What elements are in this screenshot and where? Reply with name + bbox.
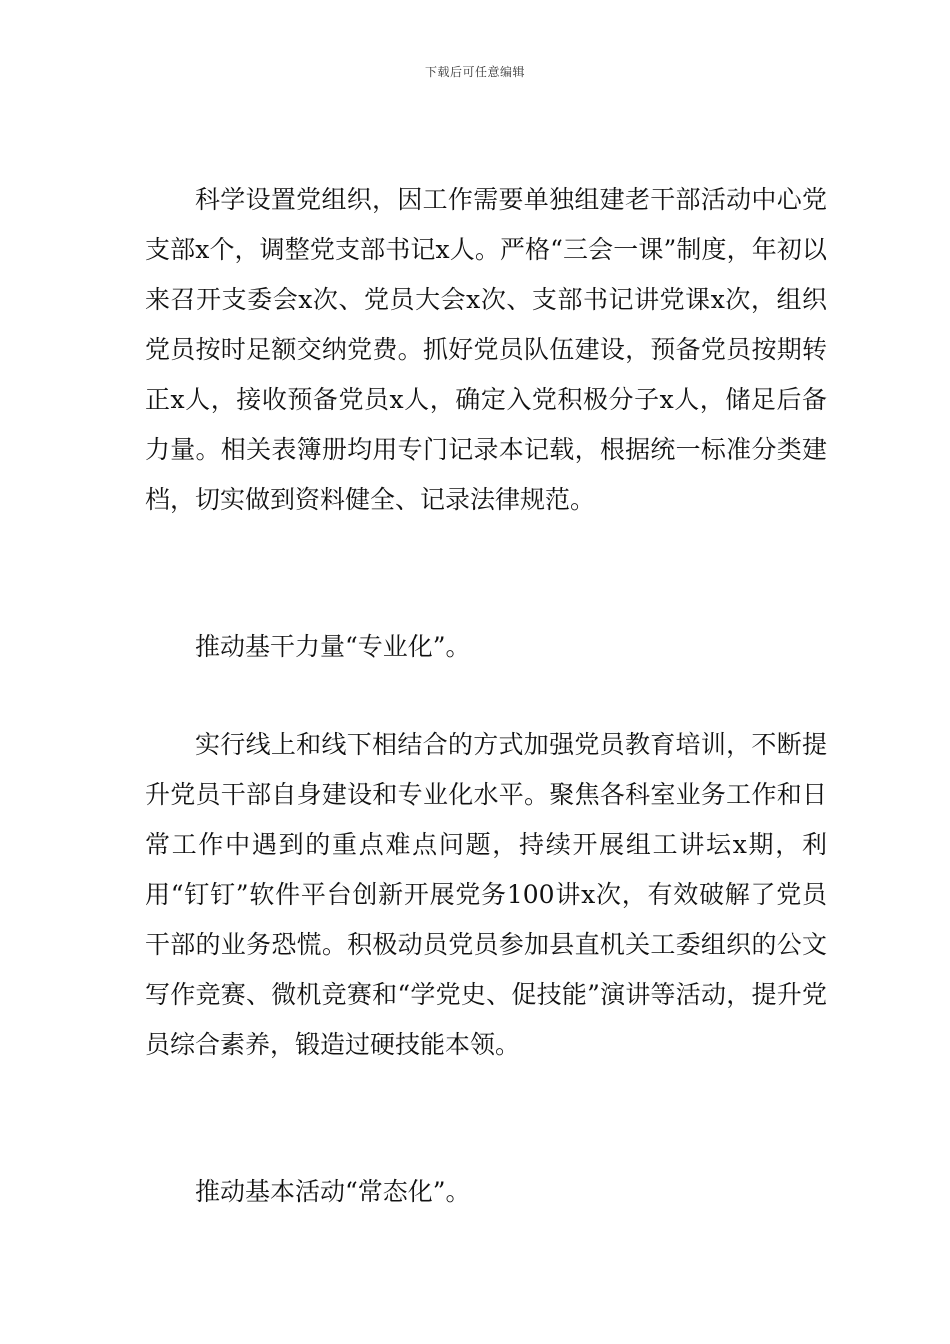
- paragraph-training: 实行线上和线下相结合的方式加强党员教育培训，不断提升党员干部自身建设和专业化水平。聚焦各科室业务工作和日常工作中遇到的重点难点问题，持续开展组工讲坛x期，利用“钉钉”软件平台创新开展党务100讲x次，有效破解了党员干部的业务恐慌。积极动员党员参加县直机关工委组织的公文写作竞赛、微机竞赛和“学党史、促技能”演讲等活动，提升党员综合素养，锻造过硬技能本领。: [145, 730, 827, 1059]
- paragraph-party-organization: 科学设置党组织，因工作需要单独组建老干部活动中心党支部x个，调整党支部书记x人。严格“三会一课”制度，年初以来召开支委会x次、党员大会x次、支部书记讲党课x次，组织党员按时足额交纳党费。抓好党员队伍建设，预备党员按期转正x人，接收预备党员x人，确定入党积极分子x人，储足后备力量。相关表簿册均用专门记录本记载，根据统一标准分类建档，切实做到资料健全、记录法律规范。: [145, 185, 827, 514]
- page-header: 下载后可任意编辑: [424, 65, 525, 79]
- heading-normalization: 推动基本活动“常态化”。: [195, 1177, 471, 1206]
- heading-professionalization: 推动基干力量“专业化”。: [195, 632, 471, 661]
